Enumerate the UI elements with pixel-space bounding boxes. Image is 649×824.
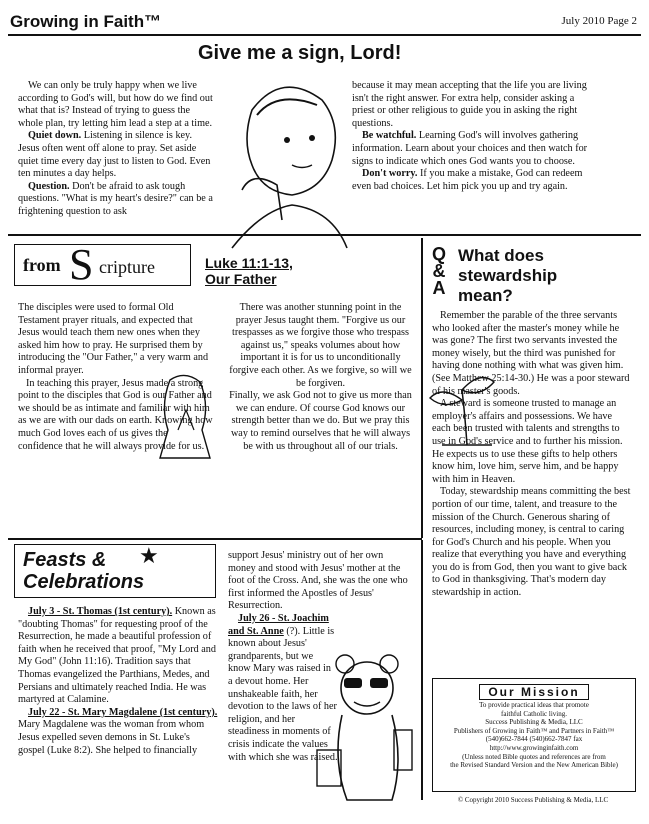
qa-letters: [430, 246, 448, 297]
scripture-col2b: Finally, we ask God not to give us more than we can endure. Of course God knows our strength better than we do. But we pray this way to remind ourselves that he will always be with us throughout all of our trials.: [229, 390, 412, 452]
date-page: July 2010 Page 2: [561, 15, 637, 27]
feasts-title-line2: Celebrations: [23, 571, 145, 593]
feast-magdalene-text: Mary Magdalene was the woman from whom Jesus expelled seven demons in St. Luke's gospel (Luke 8:2). She helped to financially: [18, 719, 205, 756]
sign-worry-text: If you make a mistake, God can redeem even bad choices. Let him pick you up and try again.: [352, 168, 583, 192]
feasts-title-line1: Feasts &: [23, 549, 107, 571]
scripture-ref: Luke 11:1-13,: [205, 255, 293, 271]
sign-divider: [8, 234, 641, 236]
sign-quiet-lead: Quiet down.: [28, 130, 82, 142]
sign-right-text: because it may mean accepting that the life you are living isn't the right answer. For extra help, consider asking a priest or other religious to guide you in asking the right questions.: [352, 80, 587, 129]
scripture-col2: There was another stunning point in the prayer Jesus taught them. "Forgive us our trespasses as we forgive those who trespass against us," speaks volumes about how important it is for us to unconditionally forgive each other. As we forgive, so will we be forgiven.: [229, 302, 412, 389]
qa-p2: A steward is someone trusted to manage an employer's affairs and possessions. We have each been trusted with talents and strengths to use in God's service and to further his mission. He expects us to use these gifts to help others know him, love him, serve him, and be happy with him in Heaven.: [432, 398, 623, 485]
qa-p3: Today, stewardship means committing the best portion of our time, talent, and treasure to the mission of the Church. Generous sharing of resources, including money, is central to caring for God's Church and his people. When you realize that everything you have and everything you do is from God, then you want to give back to God in thanksgiving. That's modern day stewardship in action.: [432, 486, 631, 599]
qa-a: A: [432, 278, 446, 298]
sign-column-left: [18, 80, 214, 219]
sign-question-lead: Question.: [28, 180, 70, 192]
scripture-column-right: [228, 302, 413, 453]
sign-column-right: [352, 80, 592, 193]
feasts-mission-divider: [421, 540, 423, 800]
qa-q: Q: [431, 244, 446, 264]
scripture-label-rest: cripture: [99, 257, 155, 277]
feast-thomas-lead: July 3 - St. Thomas (1st century).: [28, 606, 173, 617]
scripture-label-s: S: [69, 240, 94, 289]
mission-box: [432, 678, 636, 792]
feasts-title-box: [14, 544, 216, 598]
sign-title: Give me a sign, Lord!: [198, 42, 402, 64]
sign-worry-lead: Don't worry.: [362, 168, 418, 180]
scripture-label-box: [14, 240, 191, 289]
feast-joachim-lead: July 26 - St. Joachim and St. Anne: [228, 612, 329, 637]
feast-joachim-text: (?). Little is known about Jesus' grandparents, but we know Mary was raised in a devout home. Her unshakeable faith, her devotion to the laws of her religion, and her steadiness in moments of crisis indicate the values with which she was raised.: [228, 625, 338, 763]
feast-magdalene-lead: July 22 - St. Mary Magdalene (1st century).: [28, 706, 218, 718]
newsletter-title: Growing in Faith™: [10, 12, 162, 31]
mission-line-4: Publishers of Growing in Faith™ and Partners in Faith™: [453, 726, 615, 735]
thinking-person-illustration: [222, 70, 352, 250]
mission-line-1: To provide practical ideas that promote: [479, 701, 589, 709]
jesus-praying-illustration: [150, 370, 220, 460]
mission-line-6: http://www.growinginfaith.com: [489, 743, 579, 752]
mission-line-5: (540)662-7844 (540)662-7847 fax: [485, 735, 583, 744]
mission-text: [437, 701, 631, 770]
scripture-ref-title: Our Father: [205, 271, 277, 287]
bear-cartoon-illustration: [312, 650, 417, 810]
mission-title-wrap: [433, 683, 635, 701]
sign-watch-lead: Be watchful.: [362, 130, 417, 142]
feast-thomas-text: Known as "doubting Thomas" for requesting proof of the Resurrection, he made a beautiful profession of faith when he received that proof, "My Lord and My God" (John 11:16). Tradition says that Thomas evangelized the Parthians, Medes, and Persians and ultimately reached India. He was martyred at Calamine.: [18, 606, 216, 706]
mission-line-7: (Unless noted Bible quotes and references are from: [462, 752, 606, 761]
mission-title: Our Mission: [479, 684, 588, 700]
qa-title: What does stewardship mean?: [458, 246, 558, 305]
scripture-label-from: from: [23, 255, 61, 275]
feasts-divider: [8, 538, 422, 540]
mission-line-2: faithful Catholic living.: [501, 709, 567, 718]
feasts-column-left: [18, 606, 218, 757]
scripture-col1: The disciples were used to formal Old Testament prayer rituals, and expected that Jesus would teach them new ones when they asked him how to pray. He surprised them by introducing the "Our Father," a very warm and informal prayer.: [18, 302, 209, 376]
mission-line-8: the Revised Standard Version and the New American Bible): [450, 761, 618, 770]
copyright: © Copyright 2010 Success Publishing & Media, LLC: [457, 796, 609, 804]
sign-watch-text: Learning God's will involves gathering information. Learn about your choices and then watch for signs to indicate which ones God wants you to choose.: [352, 130, 588, 167]
sign-question-text: Don't be afraid to ask tough questions. "What is my heart's desire?" can be a frightening question to ask: [18, 180, 213, 217]
seedling-illustration: [422, 360, 502, 450]
qa-amp: &: [432, 261, 446, 281]
feast-magdalene-cont: support Jesus' ministry out of her own money and stood with Jesus' mother at the foot of the Cross. And, she was the one who first informed the Apostles of Jesus' Resurrection.: [228, 550, 408, 612]
mission-line-3: Success Publishing & Media, LLC: [485, 718, 583, 727]
header-rule: [8, 34, 641, 36]
star-icon: ★: [139, 543, 159, 568]
sign-intro: We can only be truly happy when we live according to God's will, but how do we find out what that is? Instead of trying to guess the whole plan, try letting him lead a step at a time.: [18, 80, 213, 129]
qa-body: [432, 310, 632, 600]
scripture-reference: [205, 255, 293, 287]
qa-p1: Remember the parable of the three servants who looked after the master's money while he was gone? The first two servants invested the money wisely, but the third was punished for having done nothing with what was given him. (See Matthew 25:14-30.) He was a poor steward of his master's goods.: [432, 310, 630, 397]
sign-quiet-text: Listening in silence is key. Jesus often went off alone to pray. Set aside quiet time every day just to listen to God. Even ten minutes a day helps.: [18, 130, 211, 180]
scripture-col1b: In teaching this prayer, Jesus made a strong point to the disciples that God is our Father and we should be as intimate and familiar with him as we are with our dads on earth. Knowing how much God loves each of us gives the confidence that he will always provide for us.: [18, 377, 213, 452]
